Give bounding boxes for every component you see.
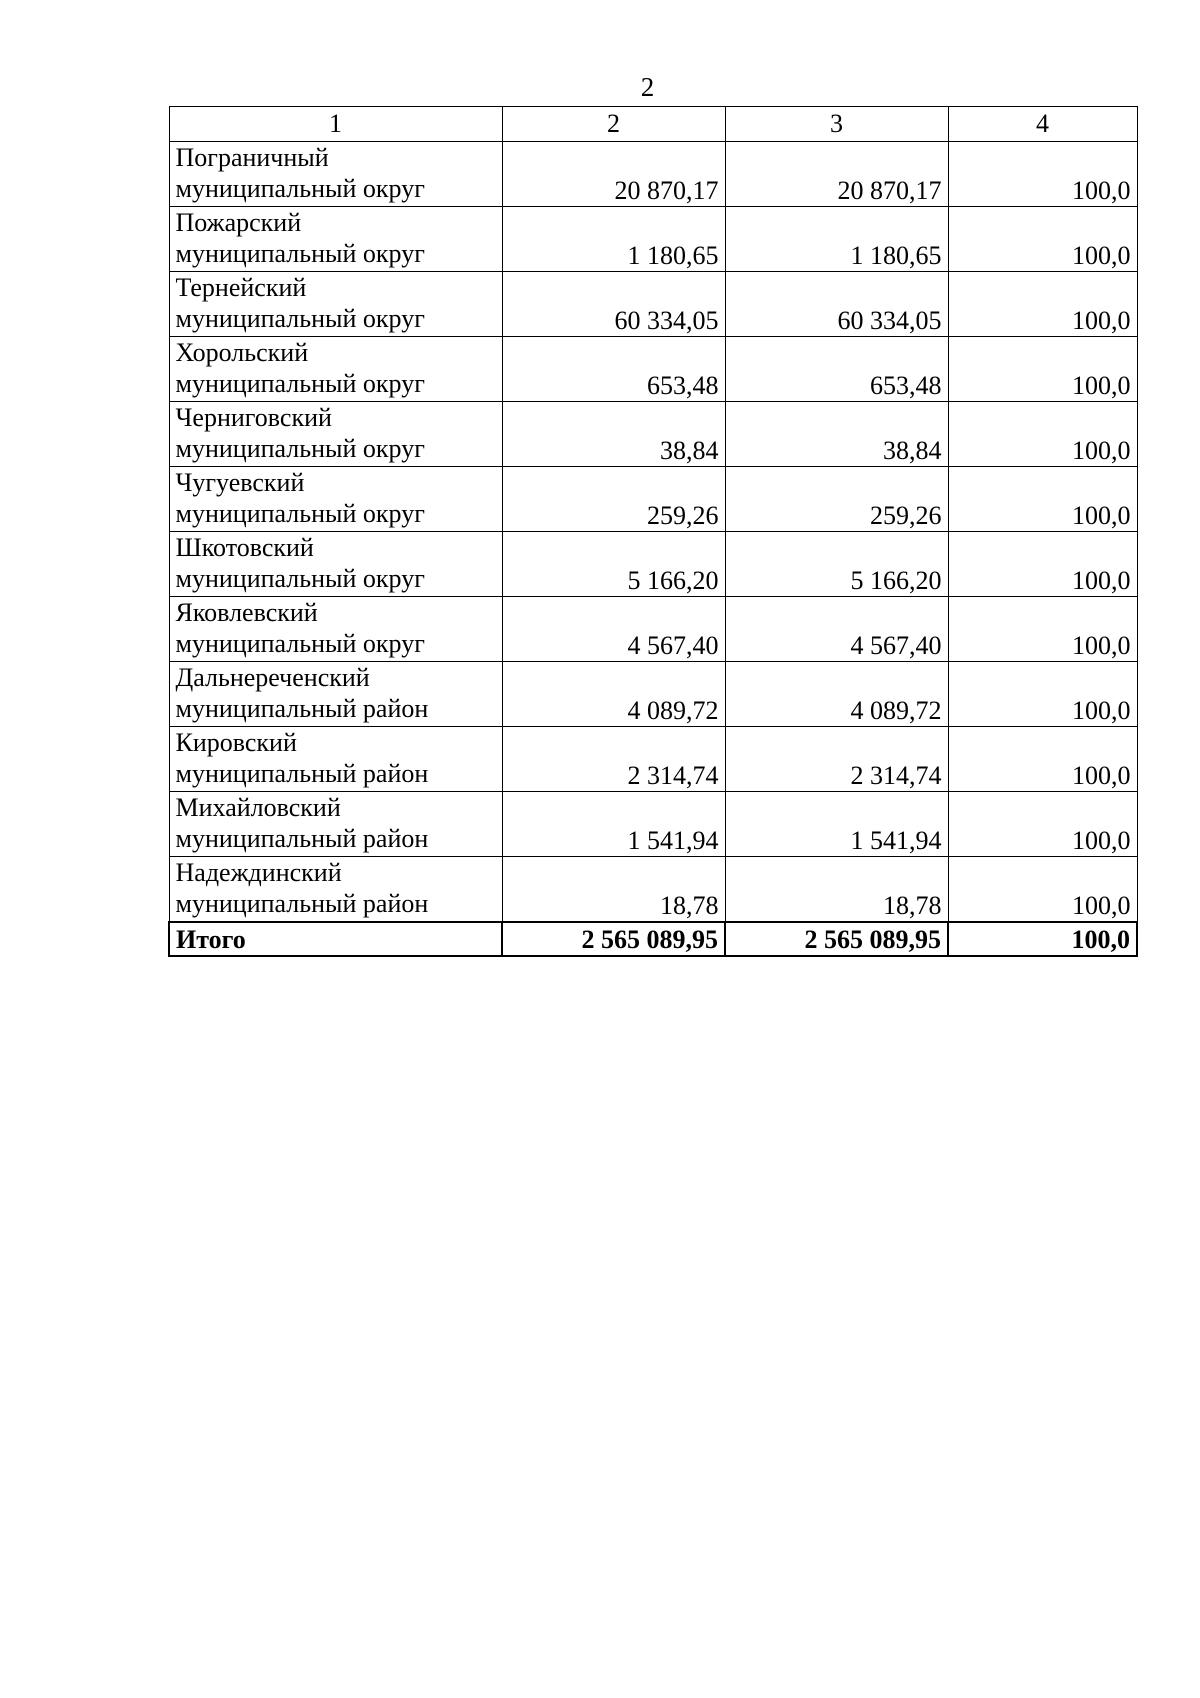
col4-value: 100,0 — [948, 792, 1137, 857]
col4-value: 100,0 — [948, 662, 1137, 727]
total-col4-value: 100,0 — [948, 922, 1137, 956]
col3-value: 259,26 — [725, 467, 948, 532]
table-row — [169, 662, 1137, 727]
municipality-name: Михайловский муниципальный район — [169, 792, 502, 857]
municipality-name: Чугуевский муниципальный округ — [169, 467, 502, 532]
table-header-row — [169, 107, 1137, 142]
data-table — [168, 106, 1138, 957]
col2-value: 60 334,05 — [502, 272, 725, 337]
municipality-name: Кировский муниципальный район — [169, 727, 502, 792]
col3-value: 4 089,72 — [725, 662, 948, 727]
total-col2-value: 2 565 089,95 — [502, 922, 725, 956]
col2-value: 653,48 — [502, 337, 725, 402]
col3-value: 38,84 — [725, 402, 948, 467]
table-row — [169, 272, 1137, 337]
col3-value: 2 314,74 — [725, 727, 948, 792]
table-row — [169, 467, 1137, 532]
col4-value: 100,0 — [948, 337, 1137, 402]
col3-value: 4 567,40 — [725, 597, 948, 662]
table-row — [169, 857, 1137, 923]
column-header-4: 4 — [948, 107, 1137, 142]
municipality-name: Пограничный муниципальный округ — [169, 142, 502, 207]
col2-value: 2 314,74 — [502, 727, 725, 792]
table-row — [169, 142, 1137, 207]
col4-value: 100,0 — [948, 727, 1137, 792]
table-row — [169, 207, 1137, 272]
municipality-name: Шкотовский муниципальный округ — [169, 532, 502, 597]
municipality-name: Черниговский муниципальный округ — [169, 402, 502, 467]
col3-value: 18,78 — [725, 857, 948, 923]
col3-value: 1 541,94 — [725, 792, 948, 857]
col2-value: 38,84 — [502, 402, 725, 467]
table-row — [169, 597, 1137, 662]
col2-value: 1 541,94 — [502, 792, 725, 857]
col3-value: 20 870,17 — [725, 142, 948, 207]
col2-value: 20 870,17 — [502, 142, 725, 207]
table-row — [169, 727, 1137, 792]
col4-value: 100,0 — [948, 272, 1137, 337]
municipality-name: Дальнереченский муниципальный район — [169, 662, 502, 727]
col4-value: 100,0 — [948, 857, 1137, 923]
column-header-1: 1 — [169, 107, 502, 142]
col2-value: 259,26 — [502, 467, 725, 532]
col3-value: 1 180,65 — [725, 207, 948, 272]
table-row — [169, 792, 1137, 857]
municipality-name: Надеждинский муниципальный район — [169, 857, 502, 923]
col3-value: 5 166,20 — [725, 532, 948, 597]
table-row — [169, 337, 1137, 402]
total-label: Итого — [169, 922, 502, 956]
page-number: 2 — [640, 72, 655, 102]
col4-value: 100,0 — [948, 142, 1137, 207]
col2-value: 18,78 — [502, 857, 725, 923]
municipality-name: Пожарский муниципальный округ — [169, 207, 502, 272]
column-header-3: 3 — [725, 107, 948, 142]
col2-value: 1 180,65 — [502, 207, 725, 272]
col2-value: 4 567,40 — [502, 597, 725, 662]
col4-value: 100,0 — [948, 207, 1137, 272]
col2-value: 4 089,72 — [502, 662, 725, 727]
col4-value: 100,0 — [948, 532, 1137, 597]
col4-value: 100,0 — [948, 597, 1137, 662]
table-row — [169, 402, 1137, 467]
column-header-2: 2 — [502, 107, 725, 142]
municipality-name: Тернейский муниципальный округ — [169, 272, 502, 337]
total-col3-value: 2 565 089,95 — [725, 922, 948, 956]
col3-value: 60 334,05 — [725, 272, 948, 337]
col4-value: 100,0 — [948, 467, 1137, 532]
col3-value: 653,48 — [725, 337, 948, 402]
table-total-row — [169, 922, 1137, 956]
table-row — [169, 532, 1137, 597]
municipality-name: Яковлевский муниципальный округ — [169, 597, 502, 662]
municipality-name: Хорольский муниципальный округ — [169, 337, 502, 402]
col2-value: 5 166,20 — [502, 532, 725, 597]
col4-value: 100,0 — [948, 402, 1137, 467]
